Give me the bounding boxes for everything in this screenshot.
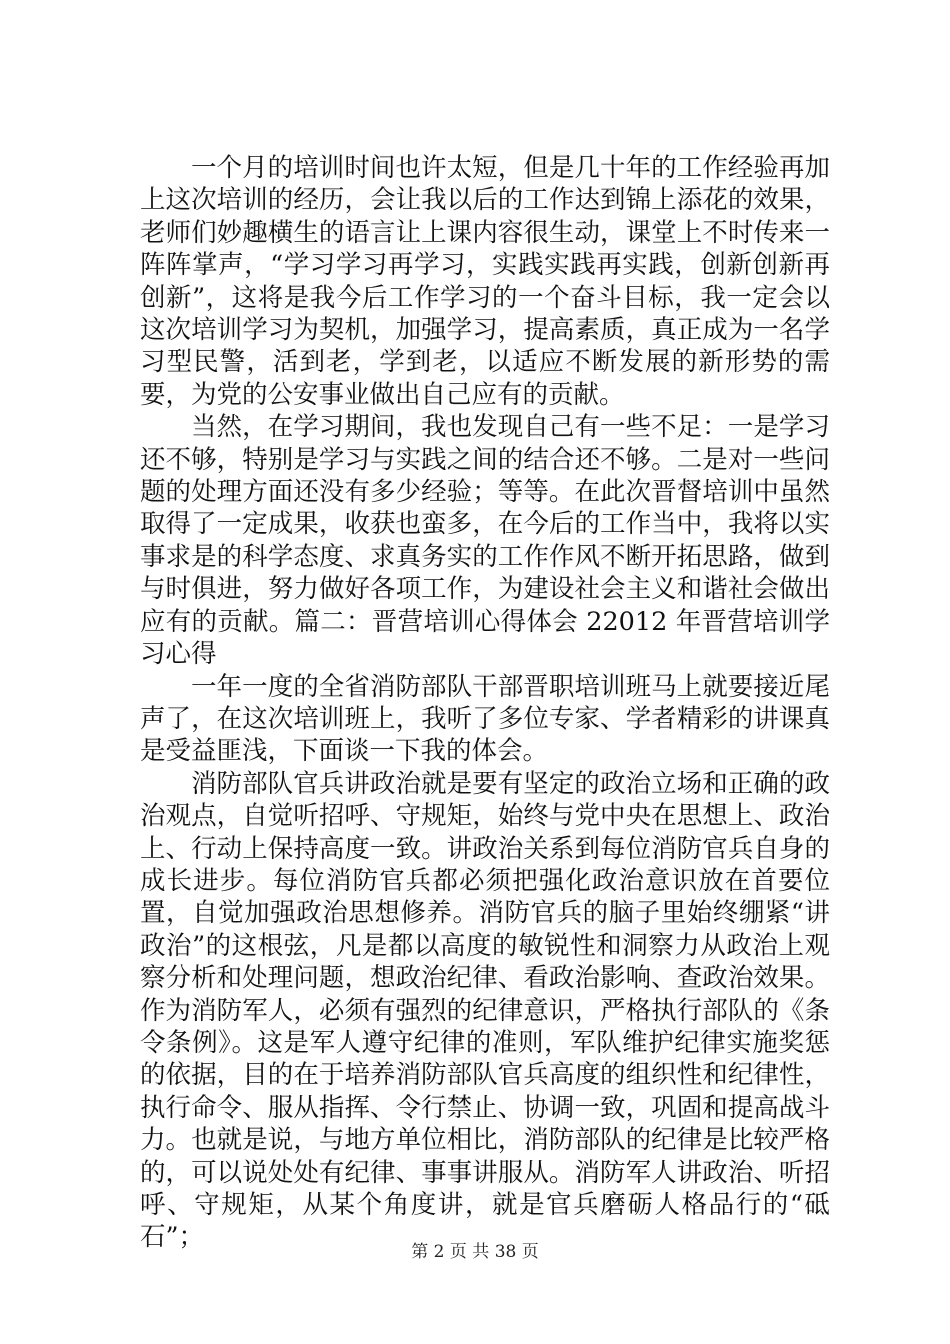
page-footer: 第 2 页 共 38 页 <box>411 1242 539 1262</box>
paragraph: 消防部队官兵讲政治就是要有坚定的政治立场和正确的政治观点，自觉听招呼、守规矩，始终与党中央在思想上、政治上、行动上保持高度一致。讲政治关系到每位消防官兵自身的成长进步。每位消防官兵都必须把强化政治意识放在首要位置，自觉加强政治思想修养。消防官兵的脑子里始终绷紧“讲政治”的这根弦，凡是都以高度的敏锐性和洞察力从政治上观察分析和处理问题，想政治纪律、看政治影响、查政治效果。作为消防军人，必须有强烈的纪律意识，严格执行部队的《条令条例》。这是军人遵守纪律的准则，军队维护纪律实施奖惩的依据，目的在于培养消防部队官兵高度的组织性和纪律性，执行命令、服从指挥、令行禁止、协调一致，巩固和提高战斗力。也就是说，与地方单位相比，消防部队的纪律是比较严格的，可以说处处有纪律、事事讲服从。消防军人讲政治、听招呼、守规矩，从某个角度讲，就是官兵磨砺人格品行的“砥石”； <box>140 768 830 1253</box>
document-body <box>140 152 830 1254</box>
paragraph: 一年一度的全省消防部队干部晋职培训班马上就要接近尾声了，在这次培训班上，我听了多位专家、学者精彩的讲课真是受益匪浅，下面谈一下我的体会。 <box>140 671 830 767</box>
paragraph: 一个月的培训时间也许太短，但是几十年的工作经验再加上这次培训的经历，会让我以后的工作达到锦上添花的效果，老师们妙趣横生的语言让上课内容很生动，课堂上不时传来一阵阵掌声，“学习学习再学习，实践实践再实践，创新创新再创新”，这将是我今后工作学习的一个奋斗目标，我一定会以这次培训学习为契机，加强学习，提高素质，真正成为一名学习型民警，活到老，学到老，以适应不断发展的新形势的需要，为党的公安事业做出自己应有的贡献。 <box>140 153 830 410</box>
paragraph: 当然，在学习期间，我也发现自己有一些不足：一是学习还不够，特别是学习与实践之间的结合还不够。二是对一些问题的处理方面还没有多少经验；等等。在此次晋督培训中虽然取得了一定成果，收获也蛮多，在今后的工作当中，我将以实事求是的科学态度、求真务实的工作作风不断开拓思路，做到与时俱进，努力做好各项工作，为建设社会主义和谐社会做出应有的贡献。篇二：晋营培训心得体会 22012 年晋营培训学习心得 <box>140 412 830 670</box>
